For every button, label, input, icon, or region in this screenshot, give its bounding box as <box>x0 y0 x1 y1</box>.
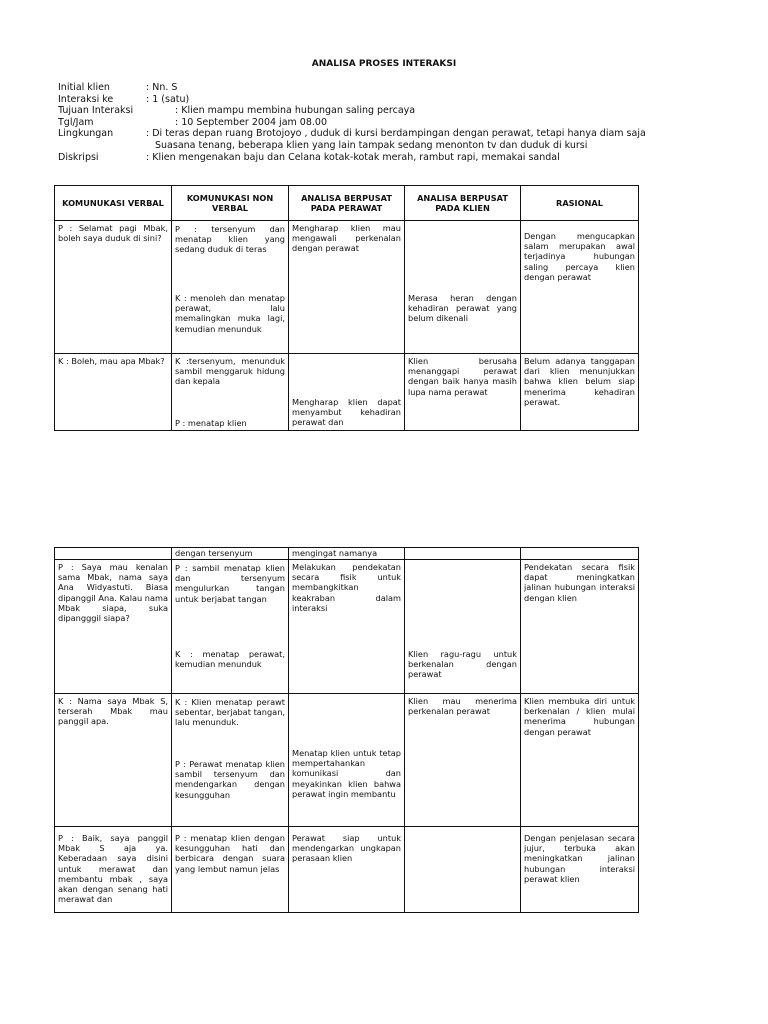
header-verbal: KOMUNUKASI VERBAL <box>55 186 172 221</box>
info-value: Suasana tenang, beberapa klien yang lain tampak sedang menonton tv dan duduk di kursi <box>155 139 588 151</box>
info-value: : Nn. S <box>146 82 178 93</box>
cell-non-verbal <box>172 354 289 431</box>
cell-text: Perawat siap untuk mendengarkan ungkapan perasaan klien <box>292 833 401 864</box>
table-row <box>55 560 639 694</box>
cell-analisa-perawat <box>289 827 405 913</box>
cell-analisa-klien <box>405 221 521 354</box>
cell-verbal: K : Nama saya Mbak S, terserah Mbak mau panggil apa. <box>55 694 172 827</box>
cell-analisa-klien <box>405 560 521 694</box>
cell-verbal <box>55 548 172 560</box>
cell-text: Klien ragu-ragu untuk berkenalan dengan perawat <box>408 649 517 680</box>
cell-rasional <box>521 221 639 354</box>
info-label: Tgl/Jam <box>58 116 94 128</box>
cell-analisa-perawat <box>289 694 405 827</box>
info-value: : Klien mampu membina hubungan saling percaya <box>175 105 416 117</box>
cell-rasional: Klien membuka diri untuk berkenalan / klien mulai menerima hubungan dengan perawat <box>521 694 639 827</box>
table-row <box>55 354 639 431</box>
table-row-continued <box>55 548 639 560</box>
cell-text: P : menatap klien dengan kesungguhan hati dan berbicara dengan suara yang lembut namun jelas <box>175 833 285 874</box>
cell-text: P : Baik, saya panggil Mbak S aja ya. Keberadaan saya disini untuk merawat dan membantu mbak , saya akan dengan senang hati merawat dan <box>58 833 168 905</box>
info-label: Interaksi ke <box>58 93 114 105</box>
header-analisa-perawat: ANALISA BERPUSAT PADA PERAWAT <box>289 186 405 221</box>
cell-non-verbal: dengan tersenyum <box>172 548 289 560</box>
cell-text: Merasa heran dengan kehadiran perawat yang belum dikenali <box>408 293 517 324</box>
cell-rasional: Pendekatan secara fisik dapat meningkatkan jalinan hubungan interaksi dengan klien <box>521 560 639 694</box>
process-table-1 <box>54 185 639 431</box>
cell-text: Mengharap klien dapat menyambut kehadiran perawat dan <box>292 397 401 428</box>
cell-analisa-perawat: Melakukan pendekatan secara fisik untuk membangkitkan keakraban dalam interaksi <box>289 560 405 694</box>
cell-text: P : Perawat menatap klien sambil tersenyum dan mendengarkan dengan kesungguhan <box>175 759 285 800</box>
table-header-row <box>55 186 639 221</box>
cell-rasional <box>521 548 639 560</box>
page-title: ANALISA PROSES INTERAKSI <box>311 59 457 69</box>
header-rasional: RASIONAL <box>521 186 639 221</box>
info-label: Tujuan Interaksi <box>58 105 134 117</box>
cell-analisa-perawat: mengingat namanya <box>289 548 405 560</box>
cell-text: P : tersenyum dan menatap klien yang sedang duduk di teras <box>175 224 285 255</box>
table-row <box>55 221 639 354</box>
cell-text: K : menoleh dan menatap perawat, lalu memalingkan muka lagi, kemudian menunduk <box>175 293 285 334</box>
cell-text: P : menatap klien <box>175 418 247 428</box>
cell-text: K : menatap perawat, kemudian menunduk <box>175 649 285 670</box>
cell-analisa-klien: Klien mau menerima perkenalan perawat <box>405 694 521 827</box>
cell-rasional: Belum adanya tanggapan dari klien menunjukkan bahwa klien belum siap menerima kehadiran perawat. <box>521 354 639 431</box>
cell-verbal <box>55 827 172 913</box>
cell-analisa-perawat: Mengharap klien mau mengawali perkenalan dengan perawat <box>289 221 405 354</box>
info-value: : 1 (satu) <box>146 93 190 105</box>
cell-text: K : Klien menatap perawt sebentar, berjabat tangan, lalu menunduk. <box>175 697 285 728</box>
info-value: : 10 September 2004 jam 08.00 <box>175 116 327 128</box>
cell-non-verbal <box>172 694 289 827</box>
cell-analisa-perawat <box>289 354 405 431</box>
cell-rasional <box>521 827 639 913</box>
info-value: : Di teras depan ruang Brotojoyo , duduk di kursi berdampingan dengan perawat, tetapi hanya diam saja <box>146 128 646 140</box>
cell-text: P : sambil menatap klien dan tersenyum mengulurkan tangan untuk berjabat tangan <box>175 563 285 604</box>
table-row <box>55 694 639 827</box>
info-value: : Klien mengenakan baju dan Celana kotak-kotak merah, rambut rapi, memakai sandal <box>146 151 560 163</box>
cell-text: Dengan mengucapkan salam merupakan awal terjadinya hubungan saling percaya klien dengan perawat <box>524 231 635 282</box>
cell-non-verbal <box>172 560 289 694</box>
cell-text: K :tersenyum, menunduk sambil menggaruk hidung dan kepala <box>175 356 285 387</box>
info-label: Lingkungan <box>58 128 114 140</box>
cell-verbal: K : Boleh, mau apa Mbak? <box>55 354 172 431</box>
header-non-verbal: KOMUNUKASI NON VERBAL <box>172 186 289 221</box>
cell-verbal: P : Saya mau kenalan sama Mbak, nama saya Ana Widyastuti. Biasa dipanggil Ana. Kalau nama Mbak siapa, suka dipangggil siapa? <box>55 560 172 694</box>
cell-verbal: P : Selamat pagi Mbak, boleh saya duduk di sini? <box>55 221 172 354</box>
cell-text: Menatap klien untuk tetap mempertahankan komunikasi dan meyakinkan klien bahwa perawat ingin membantu <box>292 748 401 799</box>
cell-analisa-klien: Klien berusaha menanggapi perawat dengan baik hanya masih lupa nama perawat <box>405 354 521 431</box>
cell-non-verbal <box>172 827 289 913</box>
table-row <box>55 827 639 913</box>
cell-text: Dengan penjelasan secara jujur, terbuka akan meningkatkan jalinan hubungan interaksi perawat klien <box>524 833 635 884</box>
cell-analisa-klien <box>405 548 521 560</box>
cell-analisa-klien <box>405 827 521 913</box>
header-analisa-klien: ANALISA BERPUSAT PADA KLIEN <box>405 186 521 221</box>
info-label: Diskripsi <box>58 151 99 163</box>
info-label: Initial klien <box>58 82 110 93</box>
process-table-2 <box>54 547 639 913</box>
cell-non-verbal <box>172 221 289 354</box>
